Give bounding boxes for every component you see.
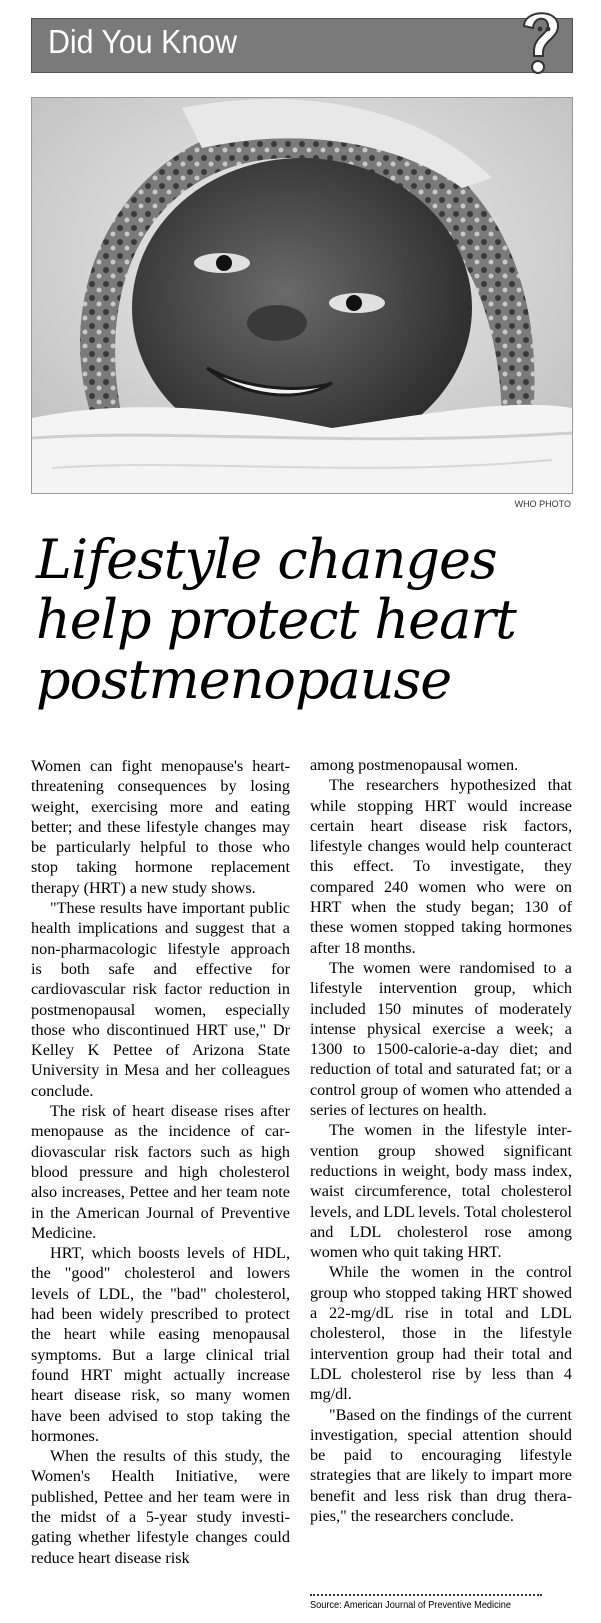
source-note: Source: American Journal of Preventive Medicine (310, 1600, 511, 1611)
section-banner (31, 18, 573, 73)
paragraph: "Based on the findings of the current investigation, special attention should be paid to encouraging lifestyle strategies that are likely to impart more benefit and less risk than drug therapies," the researchers conclude. (310, 1405, 572, 1525)
paragraph: Women can fight menopause's heart-threatening consequences by losing weight, exercising more and eating better; and these lifestyle changes may be particularly helpful to those who stop taking hormone replacement therapy (HRT) a new study shows. (31, 757, 290, 897)
paragraph: The women were randomised to a lifestyle intervention group, which included 150 minutes of moderately intense physical exercise a week; a 1300 to 1500-calorie-a-day diet; and reduction of total and saturated fat; or a control group of women who attended a series of lectures on health. (310, 958, 572, 1120)
banner-title: Did You Know (48, 23, 238, 60)
photo-woman-smiling (31, 97, 573, 494)
article-column-left (31, 756, 290, 1568)
question-mark-icon (510, 2, 572, 76)
photo-credit: WHO PHOTO (514, 499, 571, 509)
article-column-right (310, 755, 572, 1526)
paragraph: The women in the lifestyle intervention group showed significant reductions in weight, body mass index, waist circumference, total cholesterol levels, and LDL levels. Total cholesterol and LDL cholesterol rose among women who quit taking HRT. (310, 1121, 572, 1262)
source-divider (310, 1594, 542, 1596)
article-headline: Lifestyle changes help protect heart postmenopause (36, 528, 516, 711)
paragraph: HRT, which boosts levels of HDL, the "good" cholesterol and lowers levels of LDL, the "bad" cholesterol, had been widely prescribed to protect the heart while easing menopausal symptoms. But a large clinical trial found HRT might actually increase heart disease risk, so many women have been advised to stop taking the hormones. (31, 1244, 290, 1445)
paragraph: The researchers hypothesized that while stopping HRT would increase certain heart disease risk factors, lifestyle changes would help counteract this effect. To investigate, they compared 240 women who were on HRT when the study began; 130 of these women stopped taking hormones after 18 months. (310, 776, 572, 957)
paragraph: When the results of this study, the Women's Health Initiative, were published, Pettee and her team were in the midst of a 5-year study investigating whether lifestyle changes could reduce heart disease risk (31, 1447, 290, 1567)
paragraph: While the women in the control group who stopped taking HRT showed a 22-mg/dL rise in total and LDL cholesterol, those in the lifestyle intervention group had their total and LDL cholesterol rise by less than 4 mg/dl. (310, 1263, 572, 1404)
paragraph: "These results have important public health implications and suggest that a non-pharmacologic lifestyle approach is both safe and effective for cardiovascular risk factor reduction in postmenopausal women, especially those who discontinued HRT use," Dr Kelley K Pettee of Arizona State University in Mesa and her colleagues conclude. (31, 899, 290, 1100)
paragraph: among postmenopausal women. (310, 756, 519, 774)
paragraph: The risk of heart disease rises after menopause as the incidence of cardiovascular risk factors such as high blood pressure and high cholesterol also increases, Pettee and her team note in the American Journal of Preventive Medicine. (31, 1102, 290, 1242)
